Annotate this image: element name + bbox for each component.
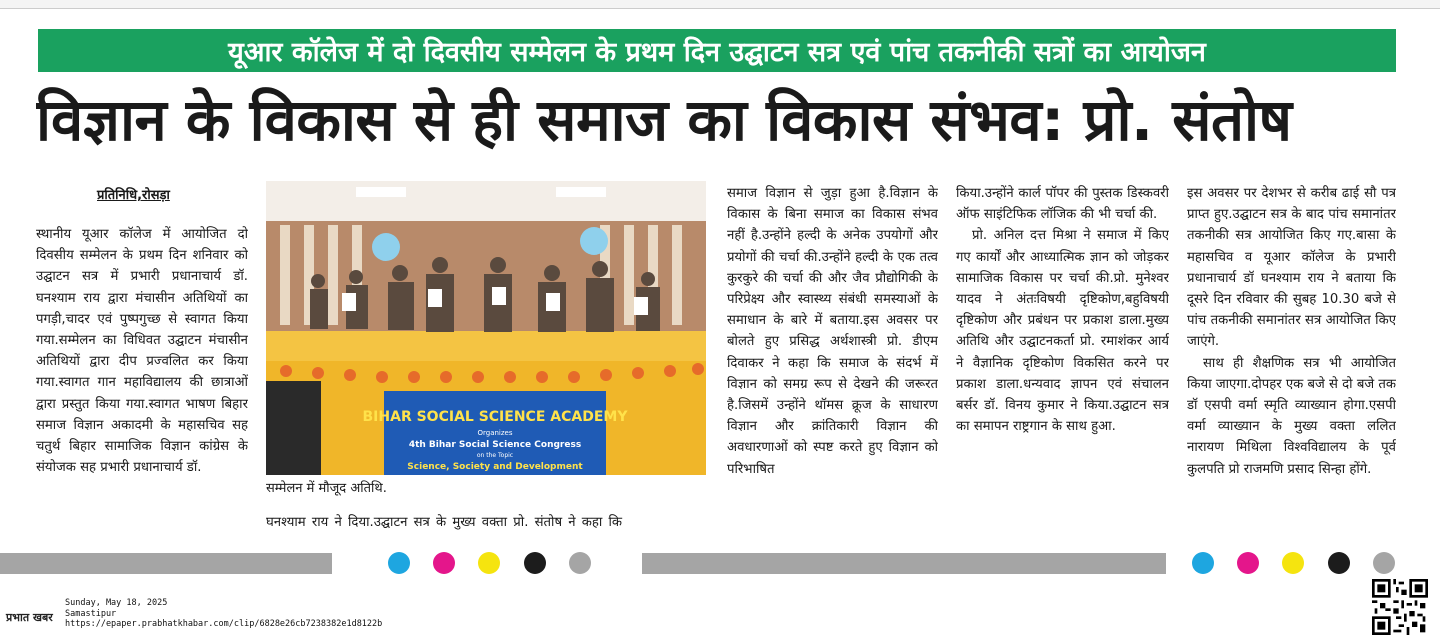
banner-topic-label: on the Topic: [476, 452, 514, 459]
banner-topic: Science, Society and Development: [407, 462, 583, 472]
qr-code[interactable]: [1372, 579, 1428, 635]
banner-title: BIHAR SOCIAL SCIENCE ACADEMY: [362, 409, 628, 425]
column-4-para-2: प्रो. अनिल दत्त मिश्रा ने समाज में किए गए कार्यों और आध्यात्मिक ज्ञान को जोड़कर सामाजिक विकास पर चर्चा की.प्रो. मुनेश्वर यादव ने अंतःविषयी दृष्टिकोण,बहुविषयी दृष्टिकोण और प्रबंधन पर प्रकाश डाला.मुख्य अतिथि और उद्घाटनकर्ता प्रो. रमाशंकर आर्य ने वैज्ञानिक दृष्टिकोण विकसित करने पर प्रकाश डाला.धन्यवाद ज्ञापन एवं संचालन बर्सर डॉ. विनय कुमार ने किया.उद्घाटन सत्र का समापन राष्ट्रगान के साथ हुआ.: [956, 228, 1169, 435]
photo-illustration: [266, 181, 706, 475]
gray-bar-left: [0, 553, 332, 574]
cyan-swatch: [388, 552, 410, 574]
publisher-logo: [6, 610, 53, 625]
clip-date: Sunday, May 18, 2025: [65, 598, 168, 608]
gray-swatch: [569, 552, 591, 574]
gray-bar-middle: [642, 553, 1166, 574]
byline: प्रतिनिधि,रोसड़ा: [97, 188, 170, 203]
clip-metadata: [65, 598, 382, 630]
black-swatch: [1328, 552, 1350, 574]
article-column-5: [1187, 183, 1396, 537]
banner-congress: 4th Bihar Social Science Congress: [408, 440, 582, 450]
black-swatch: [524, 552, 546, 574]
article-column-4: [956, 183, 1169, 537]
magenta-swatch: [1237, 552, 1259, 574]
kicker-text: यूआर कॉलेज में दो दिवसीय सम्मेलन के प्रथम दिन उद्घाटन सत्र एवं पांच तकनीकी सत्रों का आयोजन: [228, 37, 1206, 68]
column-3-text: समाज विज्ञान से जुड़ा हुआ है.विज्ञान के विकास के बिना समाज का विकास संभव नहीं है.उन्होंने हल्दी के अनेक उपयोगों और प्रयोगों की चर्चा की.उन्होंने हल्दी के एक तत्व कुरकुरे की चर्चा की और जैव प्रौद्योगिकी के परिप्रेक्ष्य और स्वास्थ्य संबंधी समस्याओं के समाधान के बारे में बताया.इस अवसर पर बोलते हुए प्रसिद्ध अर्थशास्त्री प्रो. डीएम दिवाकर ने कहा कि समाज के संदर्भ में विज्ञान को समग्र रूप से देखने की जरूरत है.जिसमें उन्होंने थॉमस क्रूज के साधारण विज्ञान और क्रांतिकारी विज्ञान की अवधारणाओं को स्पष्ट करते हुए विज्ञान को परिभाषित: [727, 186, 938, 477]
column-4-para-1: किया.उन्होंने कार्ल पॉपर की पुस्तक डिस्कवरी ऑफ साइंटिफिक लॉजिक की भी चर्चा की.: [956, 186, 1169, 223]
article-column-2-tail: घनश्याम राय ने दिया.उद्घाटन सत्र के मुख्य वक्ता प्रो. संतोष ने कहा कि: [266, 515, 623, 530]
column-5-para-1: इस अवसर पर देशभर से करीब ढाई सौ पत्र प्राप्त हुए.उद्घाटन सत्र के बाद पांच समानांतर तकनीकी सत्र आयोजित किए गए.बासा के महासचिव व यूआर कॉलेज के प्रभारी प्रधानाचार्य डॉ घनश्याम राय ने बताया कि दूसरे दिन रविवार की सुबह 10.30 बजे से पांच तकनीकी समानांतर सत्र आयोजित किए जाएंगे.: [1187, 186, 1396, 350]
photo-caption: सम्मेलन में मौजूद अतिथि.: [266, 481, 387, 496]
banner-organizes: Organizes: [477, 429, 513, 437]
article-column-3: [727, 183, 938, 537]
previous-article-strip: [0, 0, 1440, 9]
article-column-1: [36, 224, 248, 536]
news-photo: [266, 181, 706, 475]
publisher-logo-text: प्रभात खबर: [6, 611, 53, 624]
clip-edition: Samastipur: [65, 608, 117, 619]
cyan-swatch: [1192, 552, 1214, 574]
yellow-swatch: [1282, 552, 1304, 574]
kicker-banner: [38, 29, 1396, 72]
gray-swatch: [1373, 552, 1395, 574]
headline: विज्ञान के विकास से ही समाज का विकास संभव: प्रो. संतोष: [36, 86, 1292, 154]
column-5-para-2: साथ ही शैक्षणिक सत्र भी आयोजित किया जाएगा.दोपहर एक बजे से दो बजे तक डॉ एसपी वर्मा स्मृति व्याख्यान होगा.एसपी वर्मा व्याख्यान के मुख्य वक्ता ललित नारायण मिथिला विश्वविद्यालय के पूर्व कुलपति प्रो राजमणि प्रसाद सिन्हा होंगे.: [1187, 355, 1396, 477]
yellow-swatch: [478, 552, 500, 574]
column-1-text: स्थानीय यूआर कॉलेज में आयोजित दो दिवसीय सम्मेलन के प्रथम दिन शनिवार को उद्घाटन सत्र में प्रभारी प्रधानाचार्य डॉ. घनश्याम राय द्वारा मंचासीन अतिथियों का पगड़ी,चादर एवं पुष्पगुच्छ से स्वागत किया गया.सम्मेलन का विधिवत उद्घाटन मंचासीन अतिथियों द्वारा दीप प्रज्वलित कर किया गया.स्वागत गान महाविद्यालय की छात्राओं द्वारा प्रस्तुत किया गया.स्वागत भाषण बिहार समाज विज्ञान अकादमी के महासचिव सह चतुर्थ बिहार सामाजिक विज्ञान कांग्रेस के संयोजक सह प्रभारी प्रधानाचार्य डॉ.: [36, 227, 248, 476]
clip-url[interactable]: https://epaper.prabhatkhabar.com/clip/6828e26cb7238382e1d8122b: [65, 619, 383, 629]
magenta-swatch: [433, 552, 455, 574]
